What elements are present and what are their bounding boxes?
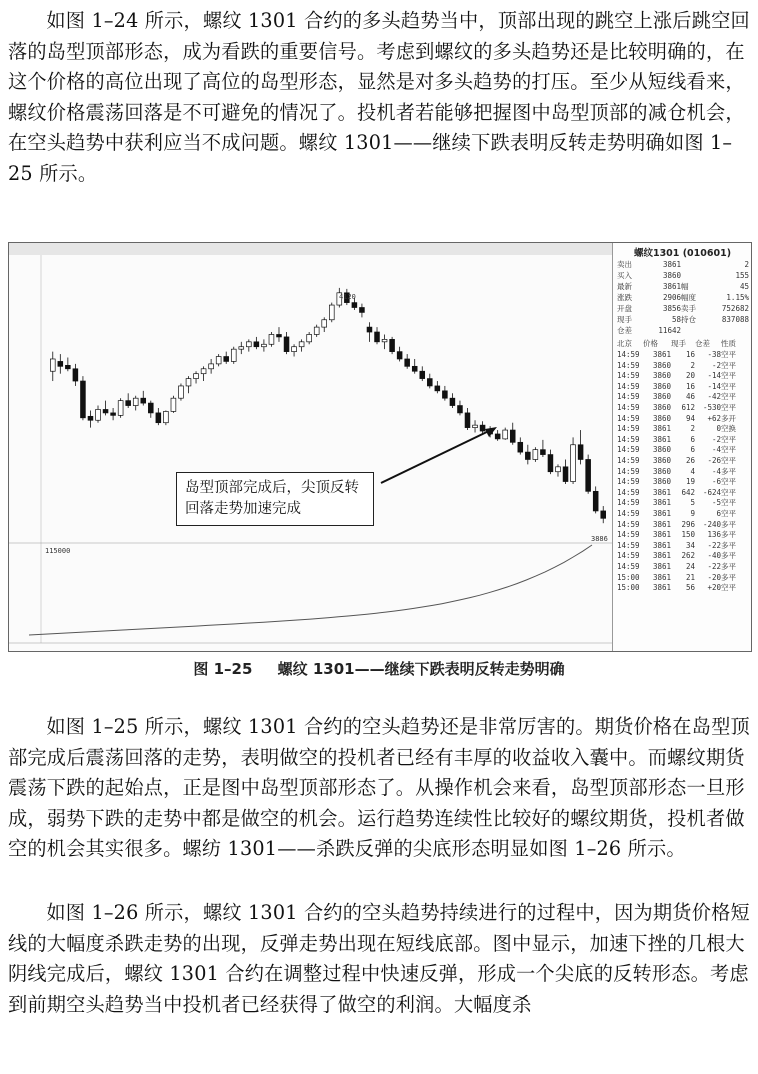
trade-row — [617, 550, 749, 560]
candle-up — [179, 386, 184, 398]
trade-cell: 150 — [681, 530, 695, 540]
trade-cell: -38 — [707, 350, 721, 359]
quote-cell: 3861 — [662, 282, 681, 291]
quote-cell: 开盘 — [617, 304, 632, 313]
trade-cell: 19 — [685, 477, 695, 487]
trade-row — [617, 519, 749, 529]
trade-cell: 14:59 — [617, 445, 640, 455]
trade-row — [617, 402, 749, 412]
candle-down — [284, 337, 289, 352]
trade-cell: 14:59 — [617, 413, 640, 423]
trade-cell: 14:59 — [617, 540, 640, 550]
trade-row — [617, 360, 749, 370]
trade-cell: -530 — [702, 403, 721, 412]
trade-cell: 2 — [690, 360, 695, 370]
trade-cell: 多开 — [721, 413, 736, 423]
candle-down — [412, 366, 417, 371]
trade-cell: 14:59 — [617, 477, 640, 487]
candle-up — [50, 359, 55, 371]
trade-cell: -26 — [707, 456, 721, 465]
trade-cell: 20 — [685, 371, 695, 381]
trade-cell: 15:00 — [617, 572, 640, 582]
trade-cell: 15:00 — [617, 583, 640, 593]
trade-cell: 3860 — [652, 392, 671, 402]
trade-cell: 14:59 — [617, 498, 640, 508]
trade-cell: 262 — [681, 551, 695, 561]
candle-down — [73, 369, 78, 381]
callout-arrow — [381, 429, 493, 483]
candle-down — [390, 339, 395, 351]
trade-cell: 3861 — [652, 530, 671, 540]
trade-cell: 14:59 — [617, 392, 640, 402]
trade-cell: 14:59 — [617, 530, 640, 540]
quote-title: 螺纹1301 (010601) — [633, 248, 732, 259]
quote-cell: 幅度 — [681, 293, 696, 302]
quote-cell: 仓差 — [617, 326, 632, 335]
quote-cell: 买入 — [617, 271, 632, 280]
trade-cell: 296 — [681, 519, 695, 529]
candle-up — [322, 320, 327, 327]
candle-down — [405, 359, 410, 366]
quote-cell: 155 — [735, 271, 749, 280]
quote-row — [617, 314, 749, 324]
paragraph-3: 如图 1–26 所示，螺纹 1301 合约的空头趋势持续进行的过程中，因为期货价格短线的大幅度杀跌走势的出现，反弹走势出现在短线底部。图中显示，加速下挫的几根大阴线完成后，螺纹 1301 合约在调整过程中快速反弹，形成一个尖底的反转形态。考虑到前期空头趋势当中投机者已经获得了做空的利润。大幅度杀 — [8, 901, 750, 1016]
quote-cell: 45 — [739, 282, 749, 291]
trade-cell: 空平 — [721, 477, 736, 487]
trade-cell: -2 — [711, 434, 721, 444]
trade-cell: 136 — [707, 530, 721, 540]
candle-down — [397, 352, 402, 359]
trade-row — [617, 529, 749, 539]
candle-down — [518, 442, 523, 452]
trade-cell: 56 — [685, 583, 695, 593]
trade-row — [617, 572, 749, 582]
candle-up — [307, 334, 312, 341]
candle-down — [465, 413, 470, 428]
candle-down — [480, 425, 485, 431]
quote-cell: 卖出 — [617, 260, 632, 269]
candle-up — [163, 411, 168, 422]
trade-cell: 14:59 — [617, 456, 640, 465]
trade-cell: 34 — [685, 540, 695, 550]
trade-cell: 14:59 — [617, 381, 640, 391]
figure-caption — [0, 658, 758, 679]
trade-header-cell: 价格 — [643, 339, 658, 348]
trade-cell: 3861 — [652, 583, 671, 593]
trade-cell: 空平 — [721, 498, 736, 508]
trade-cell: 6 — [690, 434, 695, 444]
trade-row — [617, 349, 749, 359]
chart-figure — [8, 242, 752, 652]
candle-down — [442, 391, 447, 398]
trade-cell: 3860 — [652, 466, 671, 476]
candle-up — [503, 430, 508, 439]
trade-cell: -6 — [711, 477, 721, 487]
trade-cell: -624 — [702, 487, 721, 497]
quote-panel — [612, 243, 752, 651]
candle-down — [601, 511, 606, 518]
trade-cell: 空平 — [721, 403, 736, 412]
trade-row — [617, 455, 749, 465]
candle-down — [525, 452, 530, 459]
trade-cell: -40 — [707, 551, 721, 561]
trade-cell: 3861 — [652, 562, 671, 571]
candle-down — [58, 361, 63, 366]
quote-cell: 58 — [671, 315, 681, 324]
trade-cell: 14:59 — [617, 434, 640, 444]
candle-down — [254, 342, 259, 347]
quote-cell: 最新 — [617, 282, 632, 291]
candle-up — [133, 398, 138, 405]
trade-cell: 3861 — [652, 498, 671, 508]
candle-down — [103, 409, 108, 412]
trade-cell: 26 — [685, 456, 695, 465]
trade-header-cell: 仓差 — [695, 339, 710, 348]
trade-cell: 3861 — [652, 509, 671, 518]
trade-cell: 3861 — [652, 572, 671, 582]
trade-cell: 多平 — [721, 519, 736, 529]
trade-cell: 14:59 — [617, 519, 640, 529]
candle-down — [141, 398, 146, 403]
trade-cell: 多平 — [721, 530, 736, 540]
trade-cell: 空平 — [721, 360, 736, 370]
trade-cell: 2 — [690, 424, 695, 434]
trade-cell: 3861 — [652, 434, 671, 444]
trade-header-cell: 现手 — [671, 339, 686, 348]
trade-cell: 3861 — [652, 519, 671, 529]
trade-cell: -240 — [702, 519, 721, 529]
quote-cell: 涨跌 — [617, 293, 632, 302]
quote-row — [617, 259, 749, 269]
trade-cell: -14 — [707, 381, 721, 391]
chart-toolbar — [9, 243, 612, 255]
trade-cell: 3861 — [652, 350, 671, 359]
trade-row — [617, 381, 749, 391]
candle-down — [420, 371, 425, 378]
trade-cell: 46 — [685, 392, 695, 402]
trade-row — [617, 413, 749, 423]
trade-cell: -14 — [707, 371, 721, 381]
trade-cell: 9 — [690, 509, 695, 518]
candle-up — [533, 450, 538, 460]
trade-cell: 3861 — [652, 424, 671, 434]
trade-header-cell: 北京 — [617, 339, 632, 348]
candle-up — [118, 401, 123, 416]
trade-cell: 14:59 — [617, 466, 640, 476]
peak-price-label: 4120 — [339, 293, 356, 301]
trade-cell: 24 — [685, 562, 695, 571]
candle-up — [194, 374, 199, 379]
trade-cell: 空平 — [721, 456, 736, 465]
quote-cell: 持仓 — [681, 315, 696, 324]
trade-cell: 空平 — [721, 350, 736, 359]
candle-down — [367, 327, 372, 332]
trade-cell: 14:59 — [617, 424, 640, 434]
candle-up — [473, 425, 478, 427]
trade-cell: 空换 — [721, 424, 736, 434]
candle-up — [171, 398, 176, 411]
quote-cell: 752682 — [721, 304, 749, 313]
candle-down — [540, 450, 545, 455]
quote-cell: 2906 — [662, 293, 681, 302]
trade-cell: 612 — [681, 403, 695, 412]
candle-down — [277, 334, 282, 336]
candle-up — [231, 349, 236, 361]
trade-cell: 94 — [685, 413, 695, 423]
trade-cell: 3860 — [652, 413, 671, 423]
trade-cell: 14:59 — [617, 350, 640, 359]
trade-cell: 3860 — [652, 371, 671, 381]
open-interest-line — [29, 545, 592, 635]
candle-down — [88, 416, 93, 420]
candle-up — [292, 347, 297, 352]
trade-cell: 多平 — [721, 562, 736, 571]
trade-row — [617, 508, 749, 518]
candle-down — [352, 303, 357, 308]
trade-cell: -2 — [711, 360, 721, 370]
candle-down — [360, 308, 365, 313]
quote-cell: 3860 — [662, 271, 681, 280]
trade-row — [617, 370, 749, 380]
candle-up — [571, 445, 576, 482]
trade-cell: 空平 — [721, 583, 736, 593]
candle-down — [563, 467, 568, 482]
candle-up — [269, 334, 274, 344]
trade-cell: +20 — [707, 583, 721, 593]
candle-down — [578, 445, 583, 460]
candle-up — [556, 467, 561, 472]
trade-cell: 空平 — [721, 487, 736, 497]
trade-cell: 14:59 — [617, 371, 640, 381]
candle-up — [299, 342, 304, 347]
trade-cell: 21 — [685, 572, 695, 582]
candle-down — [548, 455, 553, 472]
candle-down — [510, 430, 515, 442]
trade-cell: 6 — [690, 445, 695, 455]
candle-down — [593, 491, 598, 511]
candle-down — [458, 406, 463, 413]
trade-row — [617, 540, 749, 550]
trade-cell: 16 — [685, 381, 695, 391]
quote-row — [617, 303, 749, 313]
candle-down — [427, 379, 432, 386]
candle-up — [329, 305, 334, 320]
trade-cell: 3860 — [652, 445, 671, 455]
trade-cell: +62 — [707, 413, 721, 423]
low-price-label: 3886 — [591, 535, 608, 543]
trade-cell: 3860 — [652, 403, 671, 412]
candle-down — [586, 459, 591, 491]
candle-up — [382, 339, 387, 341]
trade-cell: -42 — [707, 392, 721, 402]
trade-row — [617, 582, 749, 592]
trade-cell: 14:59 — [617, 403, 640, 412]
trade-cell: 多平 — [721, 466, 736, 476]
trade-cell: 空平 — [721, 371, 736, 381]
quote-cell: 11642 — [658, 326, 681, 335]
trade-row — [617, 466, 749, 476]
candle-down — [435, 386, 440, 391]
candle-up — [186, 379, 191, 386]
quote-cell: 幅 — [681, 282, 689, 291]
trade-cell: -20 — [707, 572, 721, 582]
caption-text: 螺纹 1301——继续下跌表明反转走势明确 — [277, 660, 565, 678]
candle-down — [495, 434, 500, 439]
trade-cell: 3860 — [652, 477, 671, 487]
candle-up — [209, 364, 214, 369]
caption-number: 图 1–25 — [193, 660, 253, 678]
trade-cell: 16 — [685, 350, 695, 359]
trade-cell: 14:59 — [617, 509, 640, 518]
trade-cell: -4 — [711, 445, 721, 455]
candle-up — [239, 347, 244, 349]
trade-cell: 14:59 — [617, 562, 640, 571]
candle-up — [96, 409, 101, 420]
trade-cell: 多平 — [721, 551, 736, 561]
trade-cell: 6 — [716, 509, 721, 518]
candle-down — [126, 401, 131, 406]
trade-row — [617, 497, 749, 507]
candle-down — [81, 381, 86, 418]
quote-row — [617, 325, 749, 335]
trade-row — [617, 487, 749, 497]
quote-cell: 837088 — [721, 315, 749, 324]
paragraph-2: 如图 1–25 所示，螺纹 1301 合约的空头趋势还是非常厉害的。期货价格在岛型顶部完成后震荡回落的走势，表明做空的投机者已经有丰厚的收益收入囊中。而螺纹期货震荡下跌的起始点，正是图中岛型顶部形态了。从操作机会来看，岛型顶部形态一旦形成，弱势下跌的走势中都是做空的机会。运行趋势连续性比较好的螺纹期货，投机者做空的机会其实很多。螺纺 1301——杀跌反弹的尖底形态明显如图 1–26 所示。 — [8, 715, 750, 860]
trade-row — [617, 434, 749, 444]
volume-label: 115000 — [45, 547, 71, 555]
quote-cell: 3861 — [662, 260, 681, 269]
trade-cell: 14:59 — [617, 487, 640, 497]
trade-cell: 空平 — [721, 445, 736, 455]
trade-cell: 0 — [716, 424, 721, 434]
candle-down — [65, 365, 70, 368]
trade-row — [617, 391, 749, 401]
quote-cell: 3856 — [662, 304, 681, 313]
candle-up — [216, 357, 221, 364]
trade-cell: 3860 — [652, 360, 671, 370]
candlestick-chart — [9, 243, 612, 651]
trade-cell: 空平 — [721, 392, 736, 402]
trade-row — [617, 423, 749, 433]
trade-cell: 3861 — [652, 487, 671, 497]
annotation-callout: 岛型顶部完成后，尖顶反转回落走势加速完成 — [176, 472, 374, 526]
trade-row — [617, 561, 749, 571]
trade-row — [617, 444, 749, 454]
trade-cell: 3860 — [652, 381, 671, 391]
trade-cell: 5 — [690, 498, 695, 508]
trade-cell: -22 — [707, 540, 721, 550]
candle-up — [201, 369, 206, 374]
quote-cell: 1.15% — [726, 293, 749, 302]
candle-down — [450, 398, 455, 405]
trade-cell: -22 — [707, 562, 721, 571]
trade-cell: 空平 — [721, 381, 736, 391]
trade-cell: 4 — [690, 466, 695, 476]
trade-cell: 14:59 — [617, 360, 640, 370]
trade-cell: 3860 — [652, 456, 671, 465]
trade-cell: 14:59 — [617, 551, 640, 561]
candle-down — [148, 403, 153, 413]
trade-cell: -5 — [711, 498, 721, 508]
trade-row — [617, 476, 749, 486]
candle-down — [156, 413, 161, 423]
trade-cell: 3861 — [652, 540, 671, 550]
trade-cell: 空平 — [721, 509, 736, 518]
trade-cell: 3861 — [652, 551, 671, 561]
candle-down — [224, 357, 229, 362]
candle-down — [111, 413, 116, 415]
quote-cell: 卖手 — [681, 304, 696, 313]
trade-cell: 642 — [681, 487, 695, 497]
trade-cell: 空平 — [721, 434, 736, 444]
trade-header — [617, 338, 749, 348]
trade-header-cell: 性质 — [721, 339, 736, 348]
quote-cell: 2 — [744, 260, 749, 269]
candle-up — [246, 342, 251, 347]
paragraph-1: 如图 1–24 所示，螺纹 1301 合约的多头趋势当中，顶部出现的跳空上涨后跳空回落的岛型顶部形态，成为看跌的重要信号。考虑到螺纹的多头趋势还是比较明确的，在这个价格的高位出现了高位的岛型形态，显然是对多头趋势的打压。至少从短线看来，螺纹价格震荡回落是不可避免的情况了。投机者若能够把握图中岛型顶部的减仓机会，在空头趋势中获利应当不成问题。螺纹 1301——继续下跌表明反转走势明确如图 1–25 所示。 — [8, 9, 750, 185]
quote-cell: 现手 — [617, 315, 632, 324]
trade-cell: 多平 — [721, 572, 736, 582]
candle-up — [261, 344, 266, 346]
quote-row — [617, 281, 749, 291]
candle-up — [314, 327, 319, 334]
quote-row — [617, 270, 749, 280]
quote-row — [617, 292, 749, 302]
trade-cell: 多平 — [721, 540, 736, 550]
trade-cell: -4 — [711, 466, 721, 476]
candle-down — [375, 332, 380, 342]
